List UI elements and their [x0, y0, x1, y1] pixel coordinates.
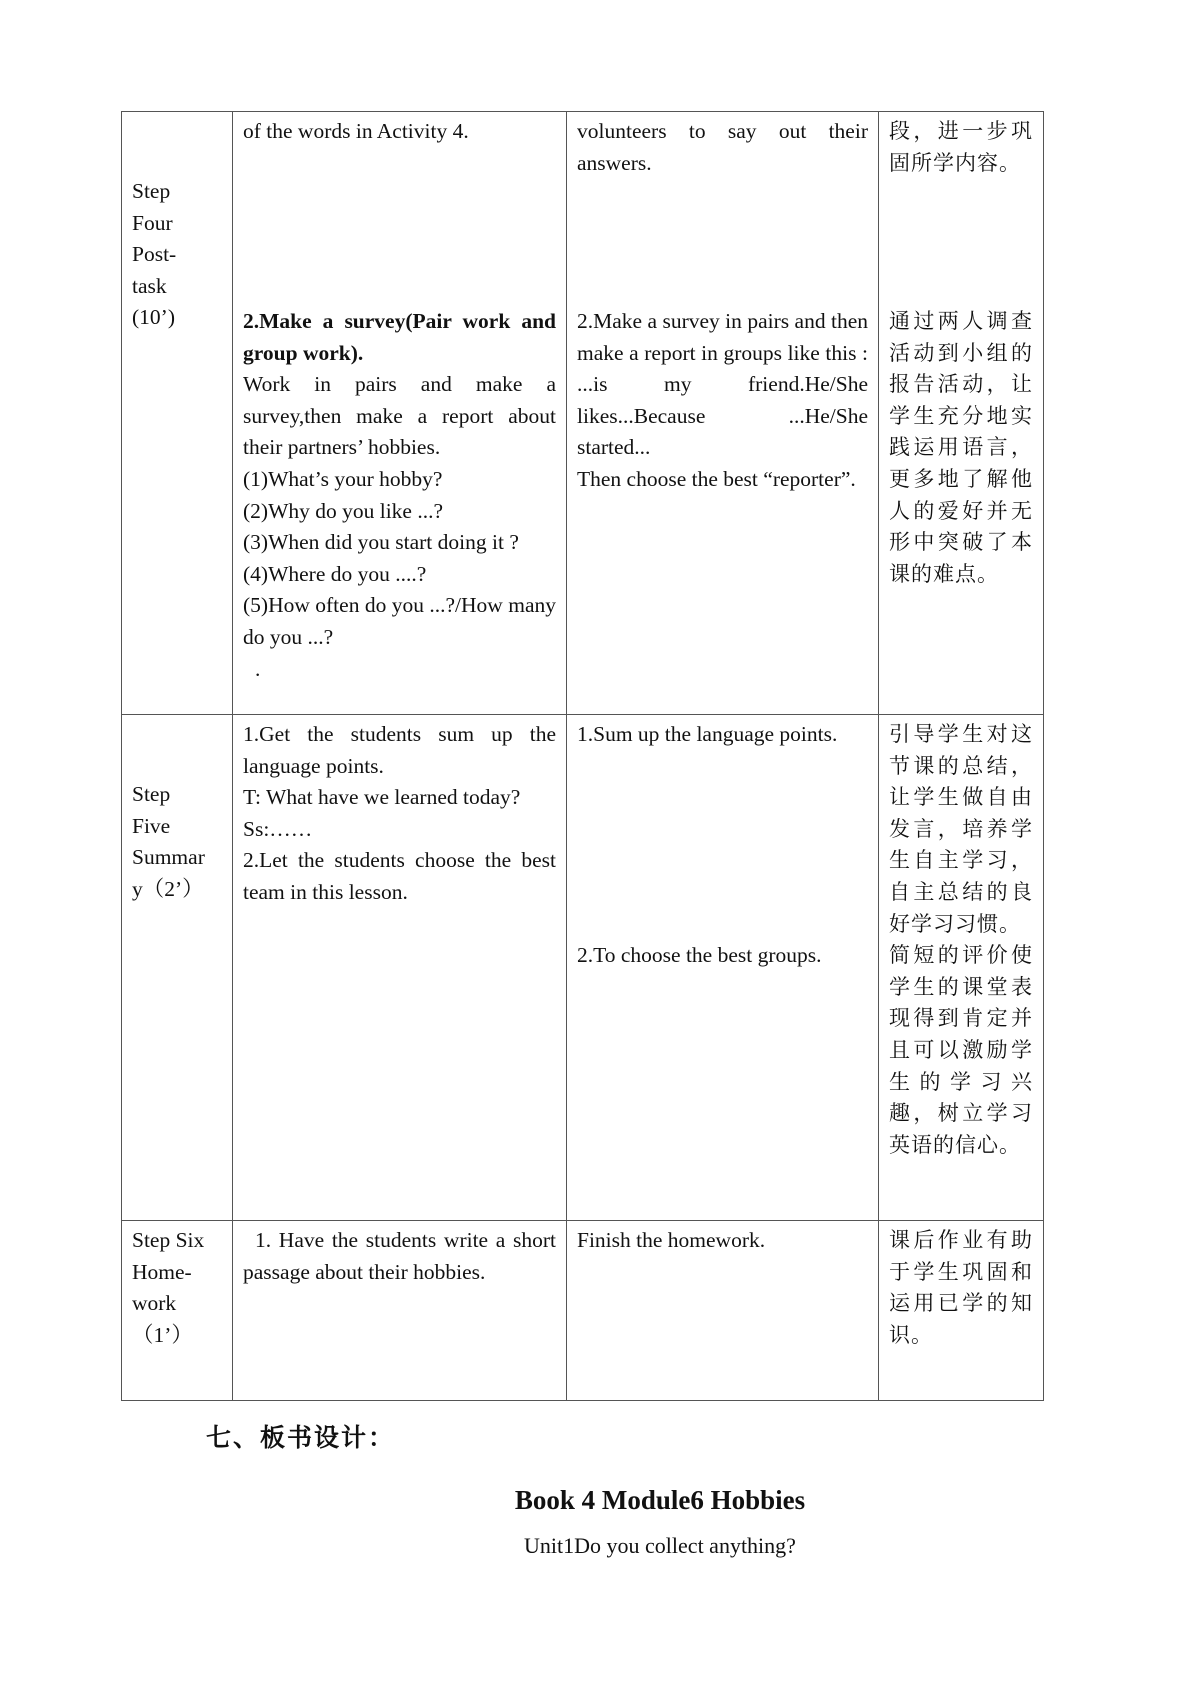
step-label: Post- [132, 242, 177, 267]
step-cell [122, 1221, 233, 1401]
activity-heading: 2.Make a survey(Pair work and group work). [243, 309, 556, 365]
step-cell [122, 112, 233, 715]
teacher-activity-text: 1.Get the students sum up the language points. [243, 722, 556, 778]
board-design-heading: 七、板书设计： [206, 1423, 396, 1452]
survey-question: . [255, 656, 261, 681]
step-label: y（2’） [132, 876, 204, 901]
student-activity-text: 2.To choose the best groups. [577, 943, 822, 967]
survey-question: (3)When did you start doing it ? [243, 530, 519, 555]
step-label: Step [132, 179, 171, 203]
step-label: task [132, 273, 167, 298]
teacher-activity-text: of the words in Activity 4. [243, 119, 469, 143]
teacher-activity-cell [233, 1221, 567, 1401]
student-activity-text: Finish the homework. [577, 1228, 766, 1252]
purpose-text: 段，进一步巩固所学内容。 [889, 119, 1033, 175]
table-row-step-five [122, 715, 1044, 1221]
purpose-text: 课后作业有助于学生巩固和运用已学的知识。 [889, 1228, 1033, 1347]
step-cell [122, 715, 233, 1221]
survey-question: (2)Why do you like ...? [243, 498, 444, 523]
step-label: Five [132, 813, 171, 838]
unit-title: Unit1Do you collect anything? [524, 1533, 796, 1558]
student-activity-cell [567, 1221, 879, 1401]
teacher-activity-text: T: What have we learned today? [243, 785, 521, 810]
purpose-cell [879, 715, 1044, 1221]
table-row-step-six [122, 1221, 1044, 1401]
step-label: work [132, 1291, 177, 1316]
teacher-activity-text: 1. Have the students write a short passage about their hobbies. [243, 1228, 556, 1284]
student-activity-cell [567, 112, 879, 715]
step-label: Four [132, 210, 173, 235]
step-label: Step Six [132, 1228, 205, 1252]
purpose-text: 引导学生对这节课的总结，让学生做自由发言，培养学生自主学习，自主总结的良好学习习惯。 [889, 722, 1033, 936]
step-label: (10’) [132, 305, 175, 330]
purpose-cell [879, 112, 1044, 715]
step-label: Summar [132, 845, 205, 870]
student-activity-text: 1.Sum up the language points. [577, 722, 838, 746]
lesson-plan-table [121, 111, 1044, 1401]
student-activity-text: 2.Make a survey in pairs and then make a report in groups like this : ...is my friend.He/She likes...Because ...He/She started... [577, 309, 868, 460]
teacher-activity-cell [233, 112, 567, 715]
student-activity-text: volunteers to say out their answers. [577, 119, 868, 175]
purpose-text: 通过两人调查活动到小组的报告活动，让学生充分地实践运用语言，更多地了解他人的爱好并无形中突破了本课的难点。 [889, 309, 1033, 586]
purpose-text: 简短的评价使学生的课堂表现得到肯定并且可以激励学生的学习兴趣，树立学习英语的信心。 [889, 943, 1033, 1157]
teacher-activity-text: 2.Let the students choose the best team in this lesson. [243, 848, 556, 904]
teacher-activity-cell [233, 715, 567, 1221]
step-label: （1’） [132, 1322, 193, 1347]
table-row-step-four [122, 112, 1044, 715]
survey-question: (4)Where do you ....? [243, 561, 427, 586]
book-title: Book 4 Module6 Hobbies [514, 1485, 806, 1515]
teacher-activity-text: Work in pairs and make a survey,then make a report about their partners’ hobbies. [243, 372, 556, 460]
step-label: Home- [132, 1259, 192, 1284]
survey-question: (1)What’s your hobby? [243, 466, 443, 491]
purpose-cell [879, 1221, 1044, 1401]
teacher-activity-text: Ss:…… [243, 816, 313, 841]
student-activity-cell [567, 715, 879, 1221]
student-activity-text: Then choose the best “reporter”. [577, 466, 856, 491]
step-label: Step [132, 782, 171, 806]
survey-question: (5)How often do you ...?/How many do you ...? [243, 593, 556, 649]
